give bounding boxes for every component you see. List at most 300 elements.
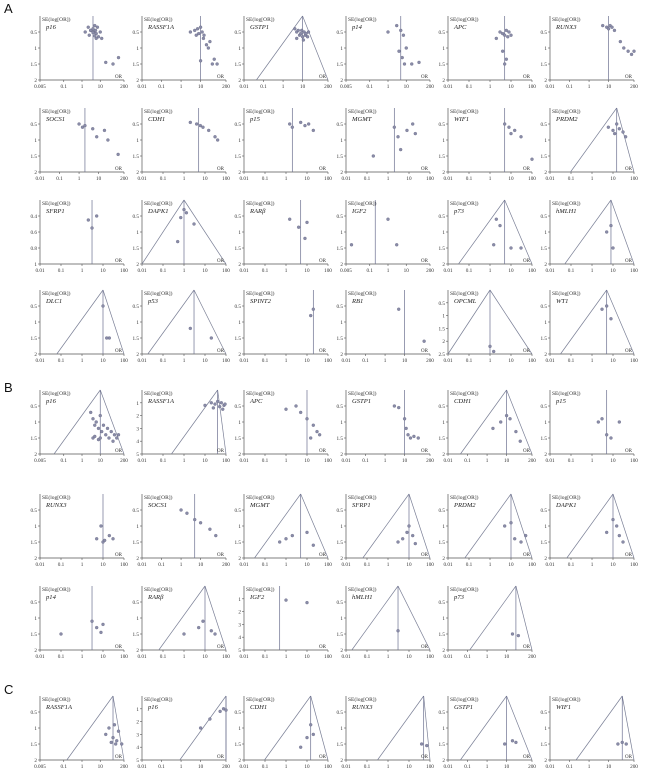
y-axis-label: SE(log[OR]) <box>144 697 173 703</box>
study-point <box>418 61 421 64</box>
y-tick-label: 0.5 <box>540 710 547 716</box>
study-point <box>499 31 502 34</box>
y-tick-label: 1 <box>34 320 37 326</box>
study-point <box>393 126 396 129</box>
x-tick-label: 0.1 <box>464 764 471 770</box>
y-tick-label: 1 <box>340 320 343 326</box>
y-tick-label: 1 <box>238 524 241 530</box>
x-tick-label: 0.1 <box>60 84 67 90</box>
study-point <box>503 743 506 746</box>
y-tick-label: 0.5 <box>336 600 343 606</box>
y-tick-label: 1.5 <box>336 336 343 342</box>
study-point <box>193 518 196 521</box>
funnel-plot-p14 <box>337 16 435 90</box>
x-tick-label: 0.01 <box>35 358 45 364</box>
study-point <box>306 417 309 420</box>
study-point <box>492 243 495 246</box>
y-tick-label: 0.5 <box>438 508 445 514</box>
y-axis-label: SE(log[OR]) <box>348 201 377 207</box>
study-point <box>95 626 98 629</box>
funnel-left-limit <box>470 586 516 650</box>
x-tick-label: 10 <box>197 562 204 568</box>
x-tick-label: 100 <box>630 562 638 568</box>
x-tick-label: 100 <box>528 358 536 364</box>
y-tick-label: 1.5 <box>30 336 37 342</box>
x-tick-label: 10 <box>100 654 106 660</box>
study-point <box>203 34 206 37</box>
y-tick-label: 2 <box>340 648 343 654</box>
study-point <box>609 437 612 440</box>
y-tick-label: 0.5 <box>234 304 241 310</box>
x-tick-label: 0.01 <box>545 562 555 568</box>
y-tick-label: 1.5 <box>234 336 241 342</box>
x-tick-label: 0.1 <box>566 84 573 90</box>
y-tick-label: 1 <box>442 616 445 622</box>
y-tick-label: 2 <box>238 78 241 84</box>
x-tick-label: 1 <box>383 458 387 464</box>
x-tick-label: 1 <box>80 268 84 274</box>
study-point <box>91 127 94 130</box>
x-tick-label: 0.1 <box>363 654 371 660</box>
y-tick-label: 0.5 <box>132 30 139 36</box>
y-tick-label: 1 <box>544 420 547 426</box>
x-axis-label: OR <box>115 349 122 354</box>
x-tick-label: 0.01 <box>137 562 147 568</box>
funnel-right-limit <box>617 108 634 172</box>
x-axis-label: OR <box>421 553 428 558</box>
y-tick-label: 2 <box>442 758 445 764</box>
study-point <box>414 132 417 135</box>
x-tick-label: 10 <box>503 458 510 464</box>
study-point <box>193 29 196 32</box>
study-point <box>510 132 513 135</box>
gene-label: MGMT <box>250 502 270 509</box>
gene-label: hMLH1 <box>352 594 373 601</box>
y-axis-label: SE(log[OR]) <box>450 17 479 23</box>
x-tick-label: 0.1 <box>261 654 269 660</box>
study-point <box>299 121 302 124</box>
x-tick-label: 0.1 <box>464 458 471 464</box>
y-tick-label: 1 <box>34 138 37 144</box>
x-axis-label: OR <box>523 75 530 80</box>
x-tick-label: 100 <box>324 176 332 182</box>
x-tick-label: 1 <box>488 358 492 364</box>
x-axis-label: OR <box>115 75 122 80</box>
study-point <box>613 29 616 32</box>
funnel-right-limit <box>205 586 226 650</box>
study-point <box>93 34 96 37</box>
study-point <box>605 305 608 308</box>
study-point <box>513 537 516 540</box>
x-tick-label: 1 <box>386 654 390 660</box>
x-axis-label: OR <box>625 259 632 264</box>
study-point <box>213 58 216 61</box>
funnel-right-limit <box>100 390 124 454</box>
study-point <box>615 525 618 528</box>
y-tick-label: 2 <box>136 648 139 654</box>
study-point <box>395 243 398 246</box>
study-point <box>117 433 120 436</box>
x-axis-label: OR <box>319 167 326 172</box>
x-axis-label: OR <box>625 755 632 760</box>
x-tick-label: 200 <box>528 458 536 464</box>
study-point <box>93 435 96 438</box>
y-tick-label: 1 <box>442 313 445 320</box>
study-point <box>88 34 91 37</box>
study-point <box>618 127 621 130</box>
study-point <box>387 31 390 34</box>
gene-label: DAPK1 <box>148 208 169 215</box>
study-point <box>299 746 302 749</box>
y-tick-label: 1 <box>238 726 241 732</box>
y-axis-label: SE(log[OR]) <box>42 291 71 297</box>
x-tick-label: 10 <box>508 358 514 364</box>
study-point <box>405 47 408 50</box>
y-tick-label: 1.5 <box>438 62 445 68</box>
y-tick-label: 1 <box>136 138 139 144</box>
x-tick-label: 0.1 <box>261 562 269 568</box>
gene-label: hMLH1 <box>556 208 577 215</box>
study-point <box>601 308 604 311</box>
x-tick-label: 0.1 <box>158 562 165 568</box>
y-tick-label: 0.5 <box>30 404 37 410</box>
funnel-plot-rb1 <box>337 290 435 364</box>
gene-label: PRDM2 <box>556 116 578 123</box>
x-tick-label: 0.01 <box>137 268 147 274</box>
y-axis-label: SE(log[OR]) <box>450 495 479 501</box>
y-tick-label: 0.5 <box>438 30 445 36</box>
gene-label: RARβ <box>250 208 266 215</box>
y-tick-label: 3 <box>136 426 139 433</box>
y-tick-label: 1 <box>136 616 139 622</box>
y-tick-label: 4 <box>238 635 241 642</box>
x-tick-label: 0.1 <box>362 458 369 464</box>
y-axis-label: SE(log[OR]) <box>246 495 275 501</box>
study-point <box>397 308 400 311</box>
y-axis-label: SE(log[OR]) <box>348 391 377 397</box>
y-tick-label: 0.8 <box>30 246 37 252</box>
x-tick-label: 0.01 <box>341 562 351 568</box>
x-tick-label: 10 <box>299 84 306 90</box>
x-tick-label: 1 <box>383 358 387 364</box>
y-tick-label: 2 <box>34 758 37 764</box>
study-point <box>511 739 514 742</box>
y-tick-label: 1 <box>544 524 547 530</box>
funnel-plot-p16 <box>31 390 129 464</box>
funnel-plot-spint2 <box>235 290 333 364</box>
x-axis-label: OR <box>115 259 122 264</box>
x-tick-label: 10 <box>202 176 208 182</box>
x-tick-label: 200 <box>120 458 128 464</box>
funnel-plot-p53 <box>133 290 231 364</box>
y-tick-label: 1 <box>340 524 343 530</box>
y-tick-label: 1 <box>340 46 343 52</box>
x-tick-label: 1 <box>80 84 84 90</box>
study-point <box>405 531 408 534</box>
y-tick-label: 5 <box>238 648 241 654</box>
study-point <box>405 129 408 132</box>
y-tick-label: 0.5 <box>234 710 241 716</box>
y-axis-label: SE(log[OR]) <box>348 587 377 593</box>
x-tick-label: 0.01 <box>35 268 45 274</box>
x-tick-label: 100 <box>120 654 128 660</box>
study-point <box>618 421 621 424</box>
study-point <box>288 218 291 221</box>
study-point <box>615 123 618 126</box>
x-tick-label: 10 <box>304 458 310 464</box>
y-tick-label: 1 <box>136 524 139 530</box>
study-point <box>510 34 513 37</box>
x-tick-label: 0.1 <box>261 268 269 274</box>
y-tick-label: 1.5 <box>540 742 547 748</box>
x-tick-label: 0.01 <box>545 84 555 90</box>
study-point <box>87 26 90 29</box>
y-tick-label: 1.5 <box>336 742 343 748</box>
gene-label: CDH1 <box>250 704 268 711</box>
y-tick-label: 1.5 <box>336 632 343 638</box>
funnel-plot-dapk1 <box>133 200 231 274</box>
y-tick-label: 0.5 <box>234 122 241 128</box>
study-point <box>509 417 512 420</box>
y-tick-label: 1.5 <box>234 154 241 160</box>
gene-label: RARβ <box>148 594 164 601</box>
x-tick-label: 1 <box>80 358 84 364</box>
study-point <box>185 512 188 515</box>
study-point <box>107 727 110 730</box>
funnel-right-limit <box>311 696 328 760</box>
study-point <box>397 629 400 632</box>
x-tick-label: 1 <box>284 458 288 464</box>
y-tick-label: 1 <box>136 46 139 52</box>
x-tick-label: 0.01 <box>239 358 249 364</box>
x-tick-label: 1 <box>284 764 288 770</box>
study-point <box>513 129 516 132</box>
x-tick-label: 10 <box>202 458 208 464</box>
funnel-plot-dapk1 <box>541 494 639 568</box>
funnel-plot-p16 <box>136 696 230 770</box>
study-point <box>210 337 213 340</box>
y-axis-label: SE(log[OR]) <box>42 587 71 593</box>
y-tick-label: 1.5 <box>132 62 139 68</box>
x-tick-label: 0.01 <box>35 176 45 182</box>
y-tick-label: 2 <box>442 262 445 268</box>
y-tick-label: 1.5 <box>234 246 241 252</box>
gene-label: MGMT <box>352 116 372 123</box>
funnel-right-limit <box>303 16 328 80</box>
study-point <box>100 430 103 433</box>
x-tick-label: 100 <box>426 654 434 660</box>
funnel-right-limit <box>301 494 328 558</box>
y-tick-label: 1 <box>238 320 241 326</box>
y-tick-label: 1 <box>442 524 445 530</box>
study-point <box>499 421 502 424</box>
funnel-plot-wif1 <box>439 108 537 182</box>
x-axis-label: OR <box>319 349 326 354</box>
gene-label: p16 <box>46 24 56 31</box>
x-axis-label: OR <box>217 755 224 760</box>
funnel-plot-hmlh1 <box>541 200 639 274</box>
study-point <box>510 247 513 250</box>
study-point <box>503 34 506 37</box>
study-point <box>520 541 523 544</box>
study-point <box>411 534 414 537</box>
x-tick-label: 0.1 <box>60 458 67 464</box>
study-point <box>306 736 309 739</box>
x-tick-label: 10 <box>304 268 310 274</box>
x-tick-label: 1 <box>386 764 390 770</box>
y-tick-label: 1 <box>442 230 445 236</box>
y-tick-label: 0.5 <box>336 508 343 514</box>
study-point <box>514 741 517 744</box>
y-tick-label: 0.5 <box>30 304 37 310</box>
x-axis-label: OR <box>319 755 326 760</box>
funnel-plot-rassf1a <box>31 696 129 770</box>
y-tick-label: 2 <box>136 78 139 84</box>
y-tick-label: 1 <box>136 230 139 236</box>
x-tick-label: 0.1 <box>366 84 373 90</box>
study-point <box>306 531 309 534</box>
gene-label: p73 <box>454 594 464 601</box>
gene-label: OPCML <box>454 298 477 305</box>
y-tick-label: 1.5 <box>540 154 547 160</box>
y-tick-label: 2 <box>34 648 37 654</box>
x-tick-label: 100 <box>528 84 536 90</box>
study-point <box>423 340 426 343</box>
x-tick-label: 0.01 <box>443 562 453 568</box>
study-point <box>95 215 98 218</box>
study-point <box>291 126 294 129</box>
gene-label: p15 <box>250 116 260 123</box>
study-point <box>395 24 398 27</box>
y-axis-label: SE(log[OR]) <box>246 587 275 593</box>
study-point <box>78 123 81 126</box>
x-axis-label: OR <box>319 259 326 264</box>
study-point <box>84 31 87 34</box>
y-tick-label: 2 <box>340 452 343 458</box>
funnel-left-limit <box>180 696 226 760</box>
study-point <box>420 743 423 746</box>
x-tick-label: 0.1 <box>56 176 63 182</box>
funnel-plot-mgmt <box>235 494 333 568</box>
x-tick-label: 200 <box>120 84 128 90</box>
x-tick-label: 10 <box>197 84 204 90</box>
x-tick-label: 0.01 <box>341 654 351 660</box>
x-tick-label: 0.01 <box>137 84 147 90</box>
study-point <box>299 32 302 35</box>
study-point <box>417 437 420 440</box>
y-tick-label: 2 <box>238 262 241 268</box>
funnel-right-limit <box>505 200 532 264</box>
funnel-plot-mgmt <box>337 108 435 182</box>
x-tick-label: 0.1 <box>465 358 473 364</box>
x-tick-label: 200 <box>630 764 638 770</box>
y-axis-label: SE(log[OR]) <box>144 495 173 501</box>
y-tick-label: 1.5 <box>30 154 37 160</box>
x-tick-label: 1 <box>182 358 186 364</box>
x-tick-label: 1 <box>485 458 489 464</box>
y-tick-label: 1 <box>340 230 343 236</box>
funnel-plot-p15 <box>541 390 639 464</box>
gene-label: IGF2 <box>352 208 367 215</box>
study-point <box>597 421 600 424</box>
x-axis-label: OR <box>115 645 122 650</box>
y-axis-label: SE(log[OR]) <box>144 17 173 23</box>
study-point <box>176 240 179 243</box>
funnel-plot-cdh1 <box>235 696 333 770</box>
y-axis-label: SE(log[OR]) <box>450 109 479 115</box>
study-point <box>208 718 211 721</box>
x-tick-label: 1 <box>284 654 288 660</box>
y-tick-label: 3 <box>238 622 241 629</box>
study-point <box>295 37 298 40</box>
y-tick-label: 0.4 <box>30 214 37 220</box>
y-tick-label: 1.5 <box>438 436 445 442</box>
y-axis-label: SE(log[OR]) <box>348 697 377 703</box>
study-point <box>89 411 92 414</box>
funnel-plot-opcml <box>439 290 537 364</box>
study-point <box>112 736 115 739</box>
study-point <box>208 528 211 531</box>
y-tick-label: 1.5 <box>540 62 547 68</box>
study-point <box>414 542 417 545</box>
gene-label: p16 <box>148 704 158 711</box>
x-tick-label: 0.01 <box>545 268 555 274</box>
y-axis-label: SE(log[OR]) <box>42 495 71 501</box>
study-point <box>303 237 306 240</box>
study-point <box>99 31 102 34</box>
y-axis-label: SE(log[OR]) <box>42 201 71 207</box>
x-axis-label: OR <box>625 75 632 80</box>
y-tick-label: 0.5 <box>234 214 241 220</box>
x-tick-label: 10 <box>503 764 510 770</box>
y-tick-label: 0.5 <box>336 304 343 310</box>
x-axis-label: OR <box>421 349 428 354</box>
x-tick-label: 0.1 <box>363 176 371 182</box>
y-axis-label: SE(log[OR]) <box>144 291 173 297</box>
x-tick-label: 10 <box>508 268 514 274</box>
x-axis-label: OR <box>217 449 224 454</box>
x-tick-label: 100 <box>324 764 332 770</box>
funnel-plot-runx3 <box>337 696 435 770</box>
x-tick-label: 1 <box>590 268 594 274</box>
x-tick-label: 0.1 <box>362 358 369 364</box>
x-axis-label: OR <box>115 755 122 760</box>
study-point <box>489 345 492 348</box>
y-axis-label: SE(log[OR]) <box>42 697 71 703</box>
x-tick-label: 100 <box>630 458 638 464</box>
y-tick-label: 1 <box>34 726 37 732</box>
study-point <box>299 411 302 414</box>
x-tick-label: 10 <box>508 562 514 568</box>
study-point <box>425 744 428 747</box>
x-axis-label: OR <box>115 449 122 454</box>
x-tick-label: 200 <box>222 764 230 770</box>
study-point <box>408 525 411 528</box>
x-tick-label: 0.01 <box>443 764 453 770</box>
x-tick-label: 0.01 <box>341 358 351 364</box>
study-point <box>199 26 202 29</box>
x-tick-label: 10 <box>403 84 409 90</box>
gene-label: p15 <box>556 398 566 405</box>
x-tick-label: 200 <box>426 268 434 274</box>
study-point <box>312 544 315 547</box>
x-tick-label: 0.01 <box>341 764 351 770</box>
y-tick-label: 0.5 <box>30 710 37 716</box>
funnel-right-limit <box>424 696 430 760</box>
gene-label: p16 <box>46 398 56 405</box>
y-tick-label: 0.5 <box>438 404 445 410</box>
x-tick-label: 1 <box>80 654 84 660</box>
